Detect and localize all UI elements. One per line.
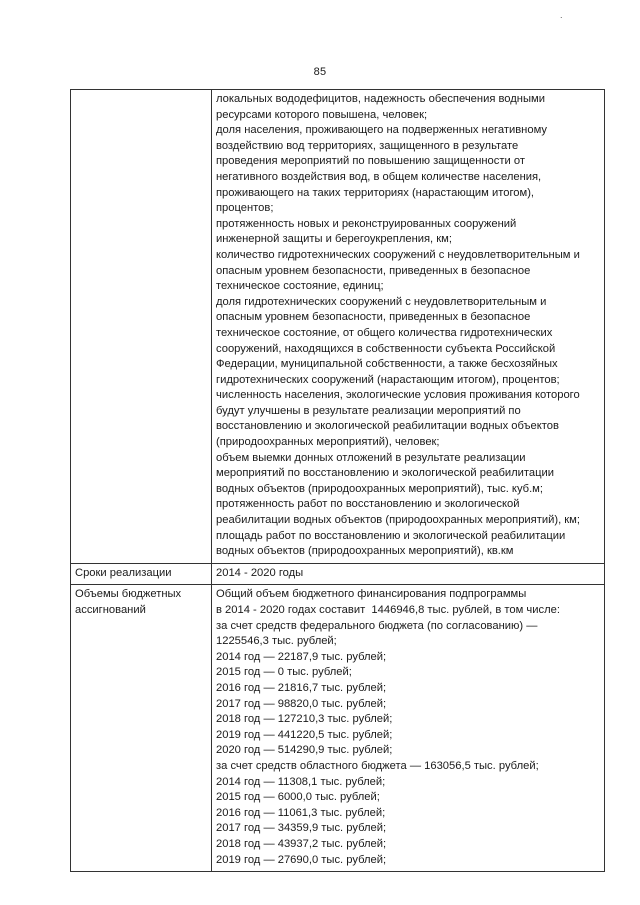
row-value-line: мероприятий по восстановлению и экологической реабилитации [216,467,555,480]
row-value-cell [212,585,605,872]
row-label-line: Сроки реализации [75,566,172,579]
row-value-line: проведения мероприятий по повышению защищенности от [216,155,525,168]
row-label-cell [71,585,212,872]
row-value-line: 1225546,3 тыс. рублей; [216,635,337,648]
row-value-line: восстановлению и экологической реабилитации водных объектов [216,420,559,433]
row-value-line: опасным уровнем безопасности, приведенных в безопасное [216,311,531,324]
row-value-line: за счет средств областного бюджета — 163056,5 тыс. рублей; [216,759,539,772]
row-value-line: будут улучшены в результате реализации мероприятий по [216,404,521,417]
row-value-cell [212,563,605,585]
table-row [71,585,605,872]
row-value-line: 2019 год — 27690,0 тыс. рублей; [216,853,387,866]
row-value-line: 2017 год — 98820,0 тыс. рублей; [216,697,387,710]
row-value-line: протяженность работ по восстановлению и экологической [216,498,520,511]
row-value-line: техническое состояние, единиц; [216,280,384,293]
row-value-line: протяженность новых и реконструированных сооружений [216,217,517,230]
row-value-line: доля населения, проживающего на подверженных негативному [216,124,547,137]
row-value-line: 2014 год — 22187,9 тыс. рублей; [216,650,387,663]
row-value-line: процентов; [216,202,274,215]
row-value-line: 2020 год — 514290,9 тыс. рублей; [216,744,393,757]
row-value-line: 2016 год — 11061,3 тыс. рублей; [216,806,386,819]
row-value-line: сооружений, находящихся в собственности субъекта Российской [216,342,556,355]
row-value-line: 2014 - 2020 годы [216,566,304,579]
row-label-line: Объемы бюджетных [75,588,182,601]
page-number: 85 [313,66,327,78]
row-value-line: Федерации, муниципальной собственности, а также бесхозяйных [216,358,558,371]
row-value-line: 2016 год — 21816,7 тыс. рублей; [216,681,387,694]
corner-mark: . [560,10,563,20]
row-value-line: водных объектов (природоохранных мероприятий), кв.км [216,545,514,558]
row-value-line: локальных вододефицитов, надежность обеспечения водными [216,93,545,105]
row-value-line: опасным уровнем безопасности, приведенных в безопасное [216,264,531,277]
passport-table [70,89,605,872]
row-value-line: 2017 год — 34359,9 тыс. рублей; [216,822,387,835]
row-label-cell [71,90,212,564]
row-value-line: техническое состояние, от общего количества гидротехнических [216,326,553,339]
row-value-line: площадь работ по восстановлению и экологической реабилитации [216,529,566,542]
row-value-line: 2018 год — 127210,3 тыс. рублей; [216,713,393,726]
row-value-line: воздействию вод территориях, защищенного в результате [216,139,519,152]
row-value-line: гидротехнических сооружений (нарастающим итогом), процентов; [216,373,560,386]
row-value-line: 2015 год — 6000,0 тыс. рублей; [216,791,380,804]
row-value-line: (природоохранных мероприятий), человек; [216,436,440,449]
row-value-cell [212,90,605,564]
row-value-line: инженерной защиты и берегоукрепления, км; [216,233,452,246]
row-value-line: количество гидротехнических сооружений с неудовлетворительным и [216,248,580,261]
table-row [71,563,605,585]
row-value-line: объем выемки донных отложений в результате реализации [216,451,526,464]
row-value-line: в 2014 - 2020 годах составит 1446946,8 тыс. рублей, в том числе: [216,604,560,616]
row-value-line: за счет средств федерального бюджета (по согласованию) — [216,619,538,632]
row-value-line: водных объектов (природоохранных мероприятий), тыс. куб.м; [216,482,543,495]
row-label-cell [71,563,212,585]
row-value-line: 2015 год — 0 тыс. рублей; [216,666,352,679]
row-value-line: 2019 год — 441220,5 тыс. рублей; [216,728,393,741]
row-value-line: Общий объем бюджетного финансирования подпрограммы [216,588,527,601]
row-value-line: проживающего на таких территориях (нарастающим итогом), [216,186,535,199]
table-body [71,90,605,872]
row-value-line: ресурсами которого повышена, человек; [216,108,428,121]
row-value-line: негативного воздействия вод, в общем количестве населения, [216,170,542,183]
row-value-line: доля гидротехнических сооружений с неудовлетворительным и [216,295,547,308]
row-value-line: 2014 год — 11308,1 тыс. рублей; [216,775,386,788]
row-label-line: ассигнований [75,604,146,616]
row-value-line: численность населения, экологические условия проживания которого [216,389,580,402]
row-value-line: 2018 год — 43937,2 тыс. рублей; [216,837,387,850]
table-row [71,90,605,564]
row-value-line: реабилитации водных объектов (природоохранных мероприятий), км; [216,514,580,527]
